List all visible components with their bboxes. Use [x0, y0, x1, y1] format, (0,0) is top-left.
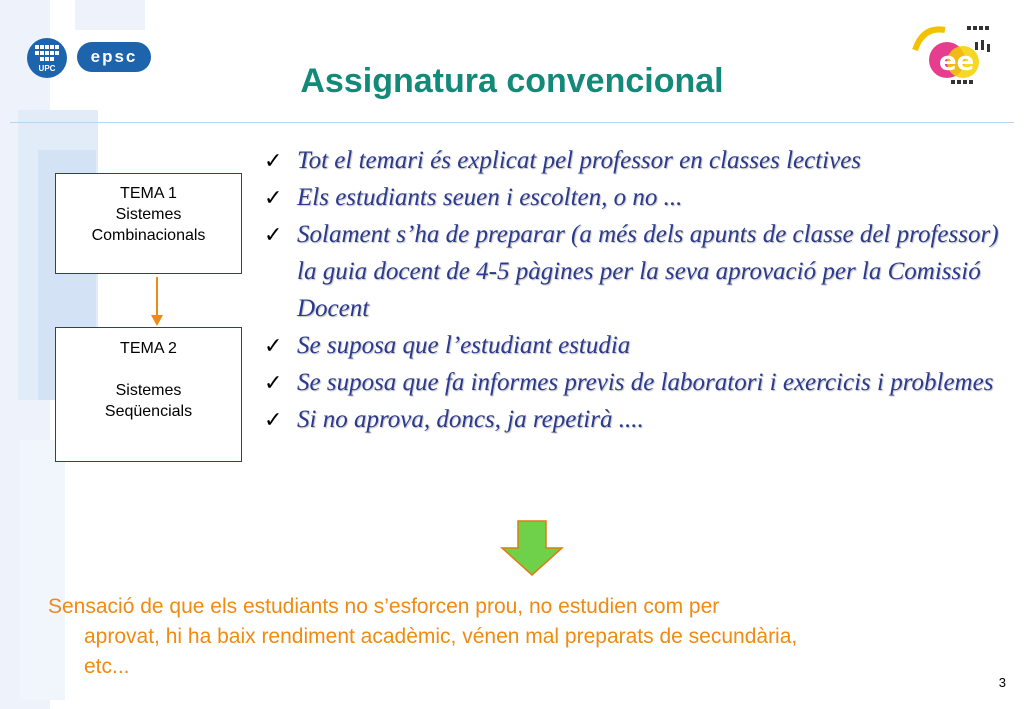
bullet-item [262, 216, 1022, 327]
conclusion-line: Sensació de que els estudiants no s’esforcen prou, no estudien com per [48, 595, 720, 618]
checkmark-icon: ✓ [264, 222, 283, 247]
tema2-box [55, 327, 242, 462]
bullet-text: Solament s’ha de preparar (a més dels apunts de classe del professor) la guia docent de 4-5 pàgines per la seva aprovació per la Comissió Docent [297, 221, 999, 322]
svg-text:ee: ee [939, 47, 975, 77]
checkmark-icon: ✓ [264, 185, 283, 210]
title-divider [10, 122, 1014, 123]
bullet-item [262, 327, 1022, 364]
checkmark-icon: ✓ [264, 407, 283, 432]
upc-logo-grid-icon [35, 45, 59, 61]
down-arrow-icon [500, 520, 564, 576]
tema1-line: Combinacionals [91, 227, 206, 244]
conclusion-line: aprovat, hi ha baix rendiment acadèmic, vénen mal preparats de secundària, [84, 625, 798, 648]
conclusion-text [48, 592, 998, 682]
tema1-title: TEMA 1 [120, 185, 177, 202]
bullet-text: Tot el temari és explicat pel professor en classes lectives [297, 147, 862, 174]
checkmark-icon: ✓ [264, 148, 283, 173]
tema1-line: Sistemes [115, 206, 182, 223]
decorative-square [75, 0, 145, 30]
epsc-logo-label: epsc [90, 47, 138, 66]
checkmark-icon: ✓ [264, 370, 283, 395]
tema1-box [55, 173, 242, 274]
upc-logo-label: UPC [38, 64, 56, 73]
bullet-item [262, 401, 1022, 438]
bullet-text: Se suposa que l’estudiant estudia [297, 332, 631, 359]
bullet-text: Els estudiants seuen i escolten, o no ... [297, 184, 683, 211]
bullet-item [262, 142, 1022, 179]
bullet-list [262, 142, 1022, 438]
flow-arrow-icon [148, 277, 166, 327]
conclusion-line: etc... [84, 655, 130, 678]
checkmark-icon: ✓ [264, 333, 283, 358]
tema2-line: Seqüencials [104, 403, 193, 420]
page-title: Assignatura convencional [300, 62, 724, 100]
page-number: 3 [998, 675, 1006, 690]
bullet-text: Si no aprova, doncs, ja repetirà .... [297, 406, 644, 433]
tema2-title: TEMA 2 [120, 340, 177, 357]
bullet-item [262, 179, 1022, 216]
bullet-item [262, 364, 1022, 401]
bullet-text: Se suposa que fa informes previs de laboratori i exercicis i problemes [297, 369, 994, 396]
tema2-line: Sistemes [115, 382, 182, 399]
spacer [56, 359, 241, 380]
